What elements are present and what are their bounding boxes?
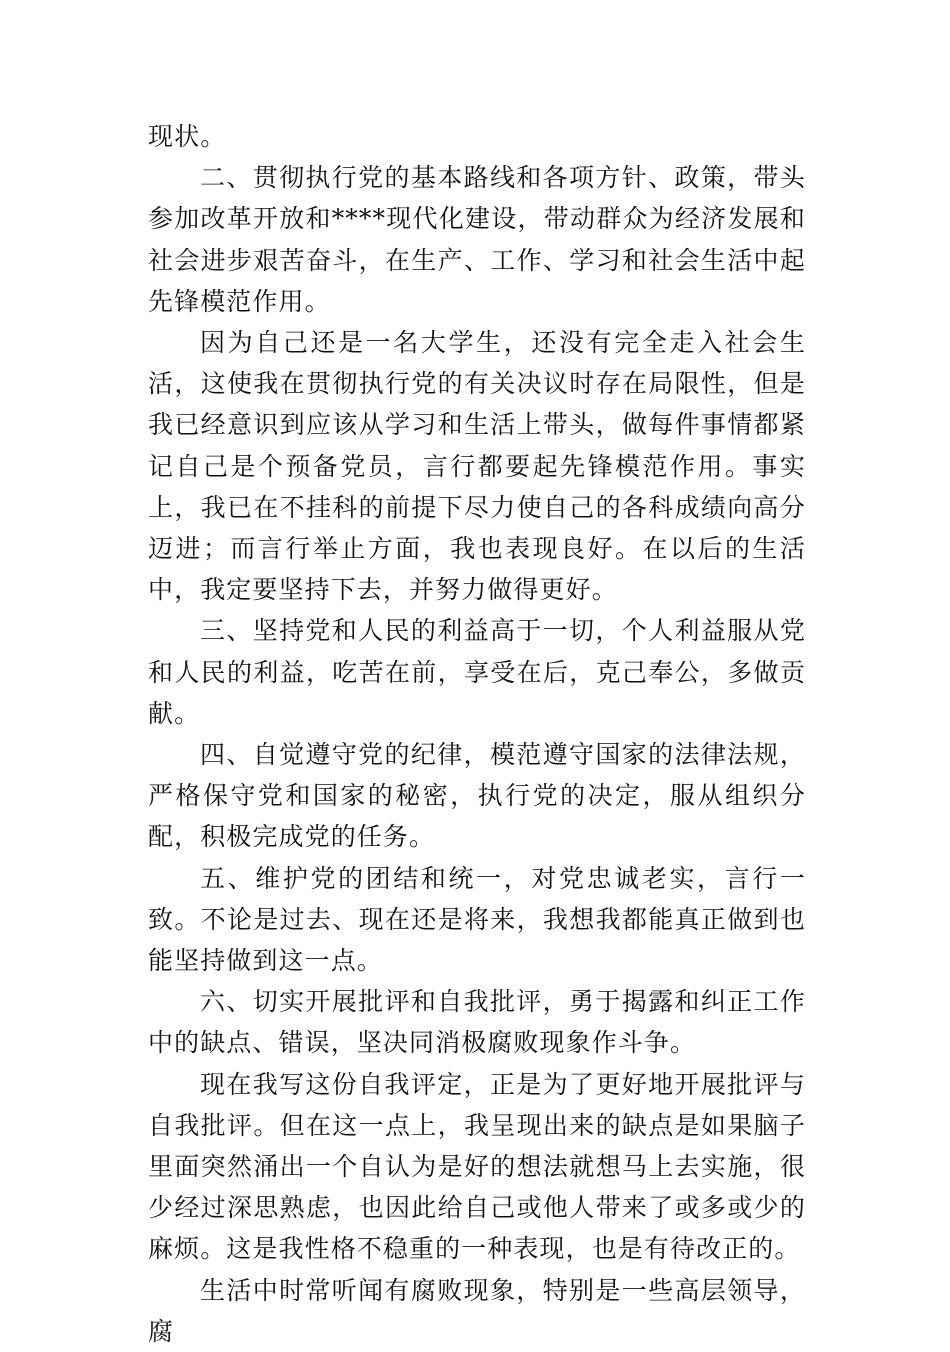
paragraph-item-two: 二、贯彻执行党的基本路线和各项方针、政策，带头参加改革开放和****现代化建设，带动群众为经济发展和社会进步艰苦奋斗，在生产、工作、学习和社会生活中起先锋模范作用。 xyxy=(148,163,806,316)
paragraph-student-reflection: 因为自己还是一名大学生，还没有完全走入社会生活，这使我在贯彻执行党的有关决议时存在局限性，但是我已经意识到应该从学习和生活上带头，做每件事情都紧记自己是个预备党员，言行都要起先锋模范作用。事实上，我已在不挂科的前提下尽力使自己的各科成绩向高分迈进；而言行举止方面，我也表现良好。在以后的生活中，我定要坚持下去，并努力做得更好。 xyxy=(148,328,806,605)
paragraph-corruption: 生活中时常听闻有腐败现象，特别是一些高层领导，腐 xyxy=(148,1275,806,1346)
document-body xyxy=(148,116,806,1352)
paragraph-item-six: 六、切实开展批评和自我批评，勇于揭露和纠正工作中的缺点、错误，坚决同消极腐败现象作斗争。 xyxy=(148,987,806,1058)
paragraph-item-four: 四、自觉遵守党的纪律，模范遵守国家的法律法规，严格保守党和国家的秘密，执行党的决定，服从组织分配，积极完成党的任务。 xyxy=(148,740,806,852)
paragraph-self-criticism: 现在我写这份自我评定，正是为了更好地开展批评与自我批评。但在这一点上，我呈现出来的缺点是如果脑子里面突然涌出一个自认为是好的想法就想马上去实施，很少经过深思熟虑，也因此给自己或他人带来了或多或少的麻烦。这是我性格不稳重的一种表现，也是有待改正的。 xyxy=(148,1069,806,1264)
paragraph-continuation: 现状。 xyxy=(148,122,227,151)
paragraph-item-five: 五、维护党的团结和统一，对党忠诚老实，言行一致。不论是过去、现在还是将来，我想我都能真正做到也能坚持做到这一点。 xyxy=(148,863,806,976)
paragraph-item-three: 三、坚持党和人民的利益高于一切，个人利益服从党和人民的利益，吃苦在前，享受在后，克己奉公，多做贡献。 xyxy=(148,616,806,728)
